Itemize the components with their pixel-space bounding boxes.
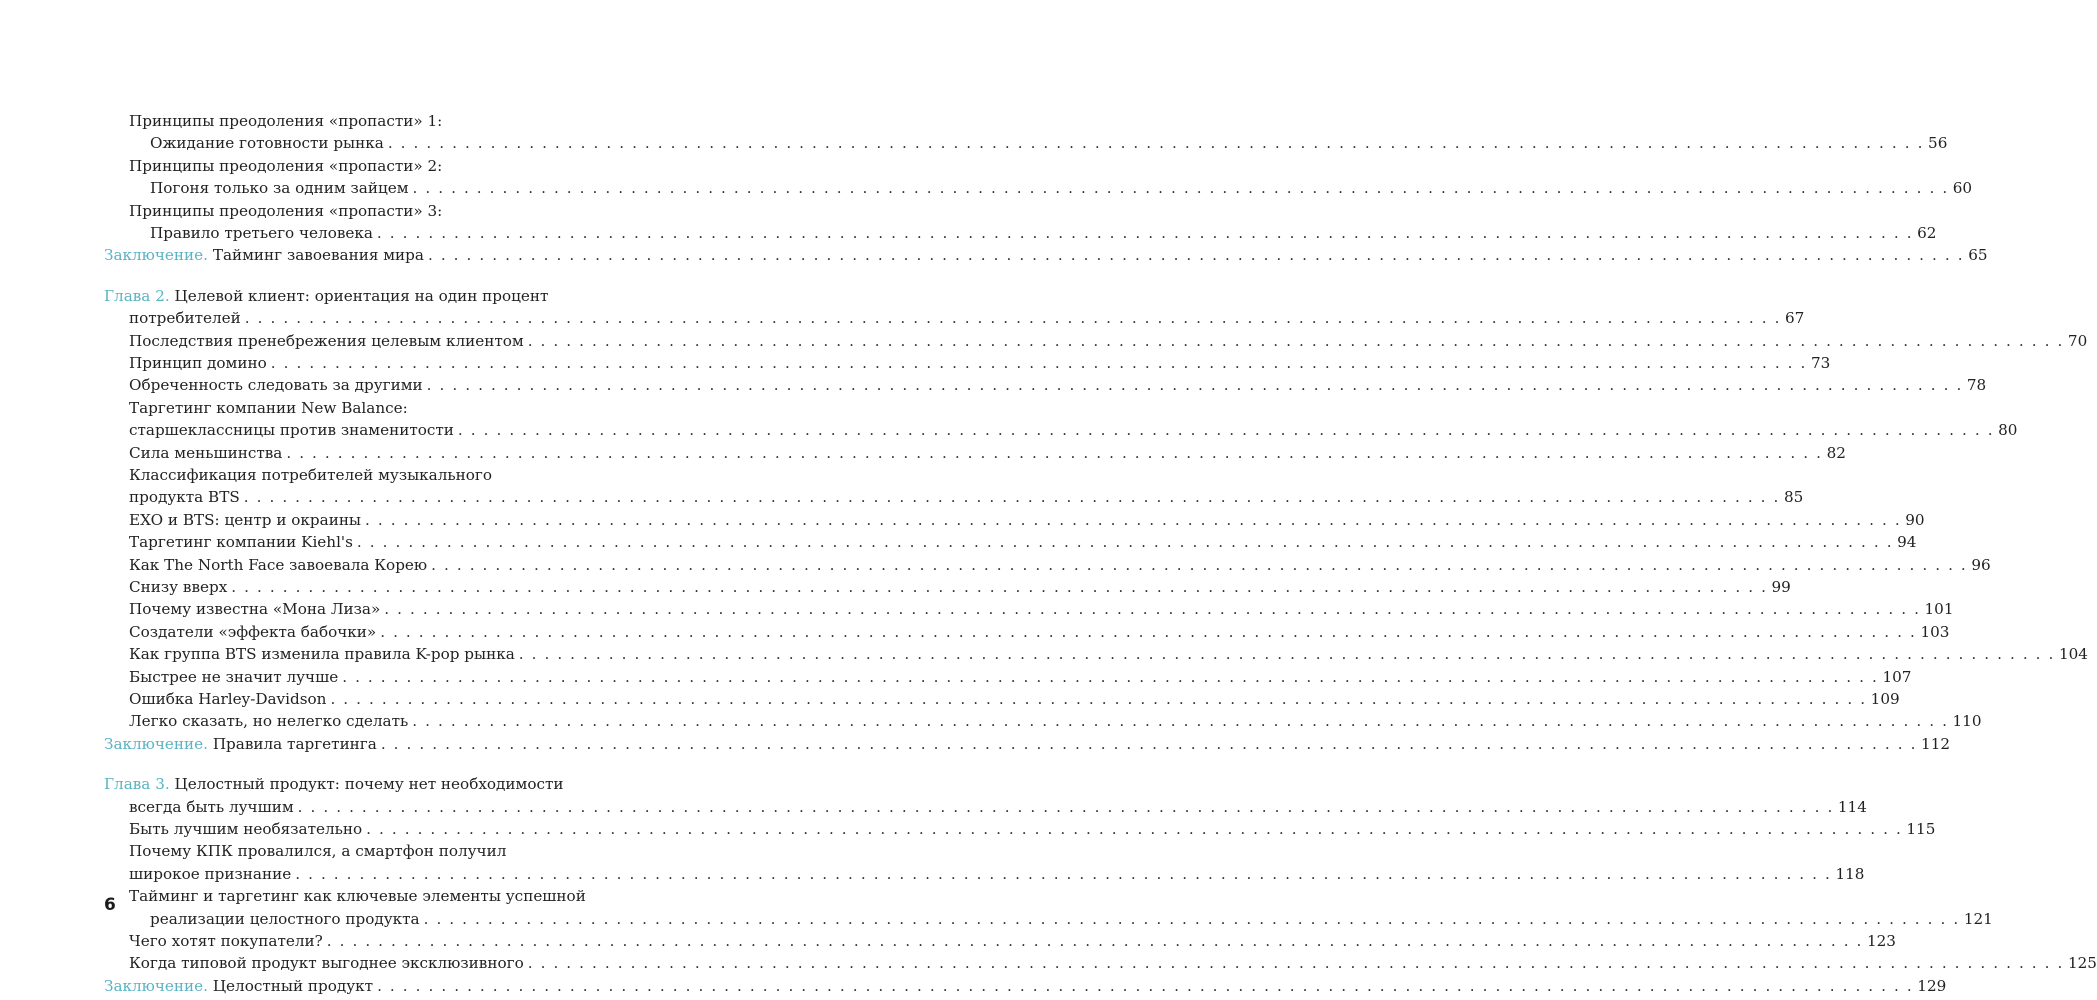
leader-dots: . . . . . . . . . . . . . . . . . . . . . . . . . . . . . . . . . . . . . . . . . . . . . . . . . . . . . . . . . . . . . . . . . . . . . . . . . . . . . . . . . . . . . . . . . . . . . . . . . . . . . . . . . . . . . . . . . . . . . . . .	[286, 443, 1823, 462]
toc-entry	[129, 200, 571, 222]
leader-dots: . . . . . . . . . . . . . . . . . . . . . . . . . . . . . . . . . . . . . . . . . . . . . . . . . . . . . . . . . . . . . . . . . . . . . . . . . . . . . . . . . . . . . . . . . . . . . . . . . . . . . . . . . . . . . . . . . . . . . . . .	[457, 421, 1995, 440]
toc-page-number: 60	[1952, 179, 1973, 198]
toc-page-number: 62	[1917, 224, 1937, 242]
leader-dots: . . . . . . . . . . . . . . . . . . . . . . . . . . . . . . . . . . . . . . . . . . . . . . . . . . . . . . . . . . . . . . . . . . . . . . . . . . . . . . . . . . . . . . . . . . . . . . . . . . . . . . . . . . . . . . . . . . . . . . . .	[356, 533, 1894, 552]
toc-entry	[129, 818, 1936, 840]
toc-entry	[129, 576, 1791, 598]
toc-page-number: 123	[1866, 932, 1896, 950]
leader-dots: . . . . . . . . . . . . . . . . . . . . . . . . . . . . . . . . . . . . . . . . . . . . . . . . . . . . . . . . . . . . . . . . . . . . . . . . . . . . . . . . . . . . . . . . . . . . . . . . . . . . . . . . . . . . . . . . . . . . . . . .	[431, 555, 1968, 574]
toc-title: Правила таргетинга	[212, 734, 377, 753]
toc-title: Как группа BTS изменила правила K-pop рынка	[129, 645, 515, 664]
toc-entry	[129, 863, 1865, 885]
toc-page-number: 129	[1917, 976, 1947, 995]
page-number: 6	[104, 895, 116, 915]
toc-page-number: 125	[2067, 954, 2097, 973]
toc-page-number: 80	[1998, 421, 2018, 440]
toc-title: Таргетинг компании New Balance:	[129, 398, 408, 417]
toc-entry	[150, 222, 1937, 244]
toc-heading	[104, 285, 571, 307]
leader-dots: . . . . . . . . . . . . . . . . . . . . . . . . . . . . . . . . . . . . . . . . . . . . . . . . . . . . . . . . . . . . . . . . . . . . . . . . . . . . . . . . . . . . . . . . . . . . . . . . . . . . . . . . . . . . . . . . . . . . . . . .	[297, 797, 1834, 816]
toc-entry	[129, 710, 1982, 732]
toc-heading	[104, 975, 1947, 997]
toc-page-number: 94	[1897, 533, 1917, 552]
toc-entry	[129, 688, 1900, 710]
toc-title: Снизу вверх	[129, 578, 228, 596]
leader-dots: . . . . . . . . . . . . . . . . . . . . . . . . . . . . . . . . . . . . . . . . . . . . . . . . . . . . . . . . . . . . . . . . . . . . . . . . . . . . . . . . . . . . . . . . . . . . . . . . . . . . . . . . . . . . . . . . . . . . . . . .	[412, 179, 1949, 198]
leader-dots: . . . . . . . . . . . . . . . . . . . . . . . . . . . . . . . . . . . . . . . . . . . . . . . . . . . . . . . . . . . . . . . . . . . . . . . . . . . . . . . . . . . . . . . . . . . . . . . . . . . . . . . . . . . . . . . . . . . . . . . .	[423, 909, 1960, 928]
toc-entry	[129, 442, 1846, 464]
toc-title: EXO и BTS: центр и окраины	[129, 510, 362, 529]
toc-heading	[104, 244, 1988, 266]
toc-page-number: 70	[2067, 331, 2088, 350]
toc-page-number: 118	[1835, 864, 1865, 883]
leader-dots: . . . . . . . . . . . . . . . . . . . . . . . . . . . . . . . . . . . . . . . . . . . . . . . . . . . . . . . . . . . . . . . . . . . . . . . . . . . . . . . . . . . . . . . . . . . . . . . . . . . . . . . . . . . . . . . . . . . . . . . .	[326, 932, 1863, 950]
toc-prefix: Глава 3.	[104, 775, 170, 794]
toc-page-number: 96	[1971, 555, 1991, 574]
toc-title: Легко сказать, но нелегко сделать	[129, 712, 409, 731]
toc-entry	[129, 307, 1805, 329]
toc-entry	[129, 621, 1950, 643]
leader-dots: . . . . . . . . . . . . . . . . . . . . . . . . . . . . . . . . . . . . . . . . . . . . . . . . . . . . . . . . . . . . . . . . . . . . . . . . . . . . . . . . . . . . . . . . . . . . . . . . . . . . . . . . . . . . . . . . . . . . . . . .	[527, 331, 2064, 350]
toc-entry	[129, 110, 571, 132]
toc-title: Сила меньшинства	[129, 443, 283, 462]
leader-dots: . . . . . . . . . . . . . . . . . . . . . . . . . . . . . . . . . . . . . . . . . . . . . . . . . . . . . . . . . . . . . . . . . . . . . . . . . . . . . . . . . . . . . . . . . . . . . . . . . . . . . . . . . . . . . . . . . . . . . . . .	[365, 510, 1902, 529]
toc-entry	[129, 352, 1831, 374]
leader-dots: . . . . . . . . . . . . . . . . . . . . . . . . . . . . . . . . . . . . . . . . . . . . . . . . . . . . . . . . . . . . . . . . . . . . . . . . . . . . . . . . . . . . . . . . . . . . . . . . . . . . . . . . . . . . . . . . . . . . . . . .	[330, 690, 1867, 708]
toc-page-number: 107	[1882, 667, 1912, 686]
leader-dots: . . . . . . . . . . . . . . . . . . . . . . . . . . . . . . . . . . . . . . . . . . . . . . . . . . . . . . . . . . . . . . . . . . . . . . . . . . . . . . . . . . . . . . . . . . . . . . . . . . . . . . . . . . . . . . . . . . . . . . . .	[295, 864, 1832, 883]
toc-entry	[129, 397, 571, 419]
toc-entry	[129, 840, 571, 862]
toc-page-number: 99	[1771, 578, 1791, 596]
toc-title: Ошибка Harley-Davidson	[129, 690, 327, 708]
leader-dots: . . . . . . . . . . . . . . . . . . . . . . . . . . . . . . . . . . . . . . . . . . . . . . . . . . . . . . . . . . . . . . . . . . . . . . . . . . . . . . . . . . . . . . . . . . . . . . . . . . . . . . . . . . . . . . . . . . . . . . . .	[426, 376, 1963, 395]
toc-page-number: 56	[1928, 134, 1948, 153]
toc-entry	[129, 419, 2018, 441]
leader-dots: . . . . . . . . . . . . . . . . . . . . . . . . . . . . . . . . . . . . . . . . . . . . . . . . . . . . . . . . . . . . . . . . . . . . . . . . . . . . . . . . . . . . . . . . . . . . . . . . . . . . . . . . . . . . . . . . . . . . . . . .	[270, 354, 1807, 372]
toc-title: потребителей	[129, 309, 241, 328]
toc-page-number: 73	[1810, 354, 1831, 372]
toc-page-number: 82	[1826, 443, 1846, 462]
toc-title: Целевой клиент: ориентация на один процент	[174, 286, 549, 305]
toc-entry	[129, 598, 1954, 620]
toc-title: Создатели «эффекта бабочки»	[129, 622, 377, 641]
toc-title: Тайминг завоевания мира	[212, 246, 424, 265]
leader-dots: . . . . . . . . . . . . . . . . . . . . . . . . . . . . . . . . . . . . . . . . . . . . . . . . . . . . . . . . . . . . . . . . . . . . . . . . . . . . . . . . . . . . . . . . . . . . . . . . . . . . . . . . . . . . . . . . . . . . . . . .	[518, 645, 2055, 664]
toc-page-number: 67	[1785, 309, 1805, 328]
toc-page-number: 115	[1906, 820, 1936, 838]
leader-dots: . . . . . . . . . . . . . . . . . . . . . . . . . . . . . . . . . . . . . . . . . . . . . . . . . . . . . . . . . . . . . . . . . . . . . . . . . . . . . . . . . . . . . . . . . . . . . . . . . . . . . . . . . . . . . . . . . . . . . . . .	[387, 134, 1925, 153]
toc-prefix: Заключение.	[104, 976, 208, 995]
toc-entry	[129, 155, 571, 177]
toc-entry	[129, 464, 571, 486]
toc-entry	[150, 908, 1993, 930]
toc-title: Принципы преодоления «пропасти» 2:	[129, 156, 443, 175]
toc-page-number: 114	[1837, 797, 1867, 816]
toc-title: Обреченность следовать за другими	[129, 376, 423, 395]
toc-title: Тайминг и таргетинг как ключевые элементы успешной	[129, 887, 586, 906]
toc-page-number: 78	[1966, 376, 1987, 395]
leader-dots: . . . . . . . . . . . . . . . . . . . . . . . . . . . . . . . . . . . . . . . . . . . . . . . . . . . . . . . . . . . . . . . . . . . . . . . . . . . . . . . . . . . . . . . . . . . . . . . . . . . . . . . . . . . . . . . . . . . . . . . .	[244, 309, 1782, 328]
toc-title: Таргетинг компании Kiehl's	[129, 533, 353, 552]
leader-dots: . . . . . . . . . . . . . . . . . . . . . . . . . . . . . . . . . . . . . . . . . . . . . . . . . . . . . . . . . . . . . . . . . . . . . . . . . . . . . . . . . . . . . . . . . . . . . . . . . . . . . . . . . . . . . . . . . . . . . . . .	[366, 820, 1903, 838]
toc-entry	[129, 930, 1896, 952]
toc-title: Чего хотят покупатели?	[129, 932, 323, 950]
toc-entry	[129, 554, 1991, 576]
toc-entry	[129, 509, 1925, 531]
toc-title: Почему известна «Мона Лиза»	[129, 600, 381, 619]
toc-title: широкое признание	[129, 864, 292, 883]
toc-page-number: 101	[1924, 600, 1954, 619]
toc-entry	[129, 330, 2088, 352]
toc-entry	[150, 177, 1973, 199]
toc-title: Принципы преодоления «пропасти» 1:	[129, 112, 443, 130]
toc-entry	[129, 531, 1917, 553]
toc-entry	[129, 374, 1987, 396]
leader-dots: . . . . . . . . . . . . . . . . . . . . . . . . . . . . . . . . . . . . . . . . . . . . . . . . . . . . . . . . . . . . . . . . . . . . . . . . . . . . . . . . . . . . . . . . . . . . . . . . . . . . . . . . . . . . . . . . . . . . . . . .	[412, 712, 1949, 731]
toc-entry	[129, 486, 1804, 508]
toc-title: Правило третьего человека	[150, 224, 373, 242]
toc-page-number: 110	[1952, 712, 1982, 731]
toc-entry	[129, 952, 2097, 974]
toc-title: Принципы преодоления «пропасти» 3:	[129, 201, 443, 220]
leader-dots: . . . . . . . . . . . . . . . . . . . . . . . . . . . . . . . . . . . . . . . . . . . . . . . . . . . . . . . . . . . . . . . . . . . . . . . . . . . . . . . . . . . . . . . . . . . . . . . . . . . . . . . . . . . . . . . . . . . . . . . .	[376, 224, 1914, 242]
toc-title: Принцип домино	[129, 354, 267, 372]
toc-title: Целостный продукт: почему нет необходимости	[174, 775, 564, 794]
toc-entry	[129, 643, 2088, 665]
toc-heading	[104, 733, 1951, 755]
toc-entry	[150, 132, 1948, 154]
toc-entry	[129, 796, 1867, 818]
leader-dots: . . . . . . . . . . . . . . . . . . . . . . . . . . . . . . . . . . . . . . . . . . . . . . . . . . . . . . . . . . . . . . . . . . . . . . . . . . . . . . . . . . . . . . . . . . . . . . . . . . . . . . . . . . . . . . . . . . . . . . . .	[342, 667, 1879, 686]
toc-page-number: 112	[1921, 734, 1951, 753]
leader-dots: . . . . . . . . . . . . . . . . . . . . . . . . . . . . . . . . . . . . . . . . . . . . . . . . . . . . . . . . . . . . . . . . . . . . . . . . . . . . . . . . . . . . . . . . . . . . . . . . . . . . . . . . . . . . . . . . . . . . . . . .	[380, 734, 1918, 753]
leader-dots: . . . . . . . . . . . . . . . . . . . . . . . . . . . . . . . . . . . . . . . . . . . . . . . . . . . . . . . . . . . . . . . . . . . . . . . . . . . . . . . . . . . . . . . . . . . . . . . . . . . . . . . . . . . . . . . . . . . . . . . .	[380, 622, 1917, 641]
toc-title: реализации целостного продукта	[150, 909, 420, 928]
toc-prefix: Глава 2.	[104, 286, 170, 305]
toc-title: старшеклассницы против знаменитости	[129, 421, 454, 440]
toc-title: Почему КПК провалился, а смартфон получил	[129, 842, 507, 861]
toc-prefix: Заключение.	[104, 246, 208, 265]
toc-page-number: 109	[1870, 690, 1900, 708]
toc-title: Последствия пренебрежения целевым клиентом	[129, 331, 524, 350]
toc-title: Погоня только за одним зайцем	[150, 179, 409, 198]
leader-dots: . . . . . . . . . . . . . . . . . . . . . . . . . . . . . . . . . . . . . . . . . . . . . . . . . . . . . . . . . . . . . . . . . . . . . . . . . . . . . . . . . . . . . . . . . . . . . . . . . . . . . . . . . . . . . . . . . . . . . . . .	[231, 578, 1768, 596]
toc-heading	[104, 773, 571, 795]
leader-dots: . . . . . . . . . . . . . . . . . . . . . . . . . . . . . . . . . . . . . . . . . . . . . . . . . . . . . . . . . . . . . . . . . . . . . . . . . . . . . . . . . . . . . . . . . . . . . . . . . . . . . . . . . . . . . . . . . . . . . . . .	[427, 246, 1965, 265]
toc-page-number: 121	[1963, 909, 1993, 928]
leader-dots: . . . . . . . . . . . . . . . . . . . . . . . . . . . . . . . . . . . . . . . . . . . . . . . . . . . . . . . . . . . . . . . . . . . . . . . . . . . . . . . . . . . . . . . . . . . . . . . . . . . . . . . . . . . . . . . . . . . . . . . .	[243, 488, 1780, 507]
toc-title: Классификация потребителей музыкального	[129, 466, 493, 484]
toc-entry	[129, 885, 586, 907]
toc-title: продукта BTS	[129, 488, 240, 507]
toc-title: всегда быть лучшим	[129, 797, 294, 816]
leader-dots: . . . . . . . . . . . . . . . . . . . . . . . . . . . . . . . . . . . . . . . . . . . . . . . . . . . . . . . . . . . . . . . . . . . . . . . . . . . . . . . . . . . . . . . . . . . . . . . . . . . . . . . . . . . . . . . . . . . . . . . .	[527, 954, 2064, 973]
toc-title: Ожидание готовности рынка	[150, 134, 384, 153]
toc-page-number: 85	[1783, 488, 1804, 507]
toc-title: Как The North Face завоевала Корею	[129, 555, 428, 574]
toc-prefix: Заключение.	[104, 734, 208, 753]
leader-dots: . . . . . . . . . . . . . . . . . . . . . . . . . . . . . . . . . . . . . . . . . . . . . . . . . . . . . . . . . . . . . . . . . . . . . . . . . . . . . . . . . . . . . . . . . . . . . . . . . . . . . . . . . . . . . . . . . . . . . . . .	[384, 600, 1921, 619]
toc-page-number: 65	[1968, 246, 1988, 265]
toc-entry	[129, 666, 1912, 688]
toc-title: Быстрее не значит лучше	[129, 667, 339, 686]
toc-page-number: 104	[2058, 645, 2088, 664]
leader-dots: . . . . . . . . . . . . . . . . . . . . . . . . . . . . . . . . . . . . . . . . . . . . . . . . . . . . . . . . . . . . . . . . . . . . . . . . . . . . . . . . . . . . . . . . . . . . . . . . . . . . . . . . . . . . . . . . . . . . . . . .	[377, 976, 1914, 995]
toc-page-number: 103	[1920, 622, 1950, 641]
toc-title: Целостный продукт	[212, 976, 374, 995]
toc-title: Когда типовой продукт выгоднее эксклюзивного	[129, 954, 524, 973]
toc-page-number: 90	[1905, 510, 1925, 529]
toc-title: Быть лучшим необязательно	[129, 820, 363, 838]
